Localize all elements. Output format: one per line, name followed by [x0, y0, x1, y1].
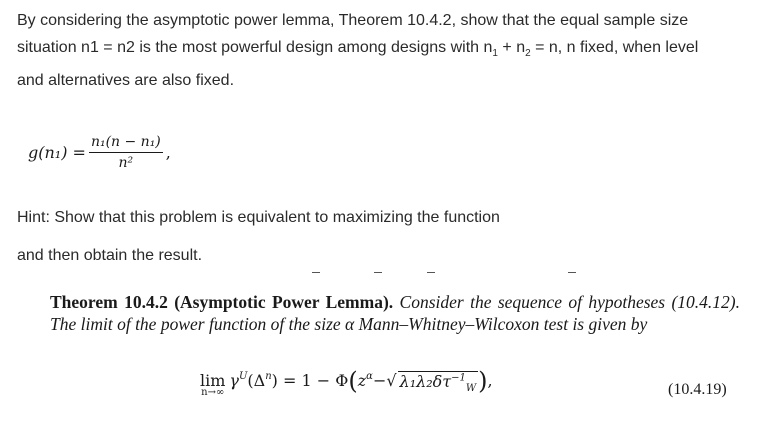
right-paren: ): [478, 367, 488, 395]
delta-subscript: n: [265, 371, 272, 382]
formula-denominator: n²: [118, 154, 134, 171]
separator-dashes: [0, 272, 784, 278]
sqrt-symbol: √: [386, 371, 397, 390]
left-paren: (: [348, 367, 358, 395]
separator-dash: [427, 272, 435, 273]
lim-subscript: n→∞: [201, 387, 225, 398]
formula-comma: ,: [165, 142, 171, 162]
question-line-2-mid: + n: [497, 39, 526, 56]
tau-subscript: W: [465, 383, 477, 395]
gamma-symbol: γ: [229, 371, 239, 390]
equation-comma: ,: [487, 371, 493, 390]
subscript-1: 1: [492, 48, 498, 60]
delta-arg: (Δ: [247, 371, 266, 390]
sqrt-body: [398, 371, 479, 394]
equation-number: (10.4.19): [668, 381, 727, 398]
sqrt-content: λ₁λ₂δτ: [399, 372, 452, 391]
lim-word: lim: [200, 371, 226, 390]
question-line-2-start: situation n1 = n2 is the most powerful design among designs with n: [17, 39, 493, 56]
separator-dash: [312, 272, 320, 273]
theorem-statement: [50, 291, 740, 335]
question-line-3: and alternatives are also fixed.: [17, 72, 235, 90]
hint-line-1: Hint: Show that this problem is equivalent to maximizing the function: [17, 209, 500, 226]
limit-operator: [200, 371, 225, 398]
limit-equation: [200, 367, 493, 421]
separator-dash: [568, 272, 576, 273]
tau-superscript: −1: [451, 372, 466, 384]
equals-one-minus-phi: ) = 1 − Φ: [271, 371, 349, 390]
theorem-body: Consider the sequence of hypotheses (10.4.12). The limit of the power function of the size α Mann–Whitney–Wilcoxon test is given by: [50, 292, 741, 334]
separator-dash: [374, 272, 382, 273]
minus-sign: −: [372, 371, 387, 390]
hint-line-2: and then obtain the result.: [17, 247, 203, 264]
gamma-subscript: U: [238, 371, 248, 382]
z-symbol: z: [357, 371, 367, 390]
question-line-1: By considering the asymptotic power lemma, Theorem 10.4.2, show that the equal sample size: [17, 12, 689, 29]
formula-fraction: [89, 134, 163, 171]
z-subscript: α: [366, 371, 373, 382]
formula-lhs: g(n₁) =: [28, 142, 86, 162]
formula-numerator: n₁(n − n₁): [90, 133, 161, 150]
subscript-2: 2: [525, 48, 531, 60]
question-text: [17, 7, 777, 94]
g-function-formula: [28, 122, 171, 182]
question-line-2-end: = n, n fixed, when level: [530, 39, 699, 56]
theorem-label: Theorem 10.4.2 (Asymptotic Power Lemma).: [50, 292, 394, 312]
